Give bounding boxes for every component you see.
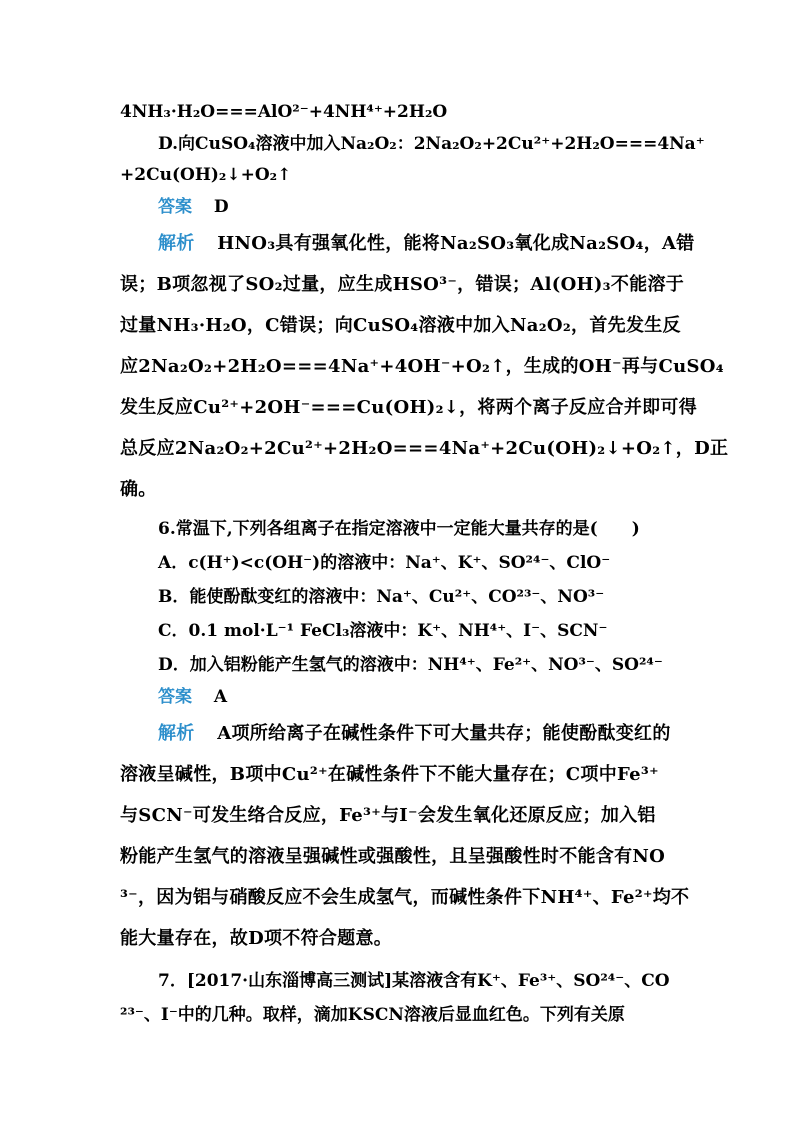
analysis-text: HNO₃具有强氧化性，能将Na₂SO₃氧化成Na₂SO₄，A错 <box>217 233 695 254</box>
analysis-line <box>0 723 794 745</box>
text-line: 误；B项忽视了SO₂过量，应生成HSO³⁻，错误；Al(OH)₃不能溶于 <box>120 274 685 295</box>
analysis-text: A项所给离子在碱性条件下可大量共存；能使酚酞变红的 <box>217 723 671 744</box>
text-line: 发生反应Cu²⁺+2OH⁻===Cu(OH)₂↓，将两个离子反应合并即可得 <box>120 397 698 418</box>
answer-line <box>0 196 794 218</box>
answer-value: A <box>213 687 228 707</box>
option-a: A．c(H⁺)<c(OH⁻)的溶液中：Na⁺、K⁺、SO²⁴⁻、ClO⁻ <box>158 553 611 573</box>
analysis-line <box>0 233 794 255</box>
text-line: D.向CuSO₄溶液中加入Na₂O₂：2Na₂O₂+2Cu²⁺+2H₂O===4Na⁺ <box>158 134 705 154</box>
text-line: 粉能产生氢气的溶液呈强碱性或强酸性，且呈强酸性时不能含有NO <box>120 846 666 867</box>
text-line: 与SCN⁻可发生络合反应，Fe³⁺与I⁻会发生氧化还原反应；加入铝 <box>120 805 656 826</box>
answer-value: D <box>213 197 229 217</box>
answer-label: 答案 <box>158 197 192 217</box>
text-line: 过量NH₃·H₂O，C错误；向CuSO₄溶液中加入Na₂O₂，首先发生反 <box>120 315 681 336</box>
option-b: B．能使酚酞变红的溶液中：Na⁺、Cu²⁺、CO²³⁻、NO³⁻ <box>158 587 605 607</box>
text-line: ³⁻，因为铝与硝酸反应不会生成氢气，而碱性条件下NH⁴⁺、Fe²⁺均不 <box>120 887 690 908</box>
text-line: 溶液呈碱性，B项中Cu²⁺在碱性条件下不能大量存在；C项中Fe³⁺ <box>120 764 659 785</box>
analysis-label: 解析 <box>158 723 195 744</box>
answer-line <box>0 686 794 708</box>
text-line: ²³⁻、I⁻中的几种。取样，滴加KSCN溶液后显血红色。下列有关原 <box>120 1005 625 1025</box>
text-line: +2Cu(OH)₂↓+O₂↑ <box>120 165 292 185</box>
text-line: 4NH₃·H₂O===AlO²⁻+4NH⁴⁺+2H₂O <box>120 102 448 122</box>
question-stem: 7．[2017·山东淄博高三测试]某溶液含有K⁺、Fe³⁺、SO²⁴⁻、CO <box>158 971 670 991</box>
text-line: 确。 <box>120 479 157 500</box>
text-line: 应2Na₂O₂+2H₂O===4Na⁺+4OH⁻+O₂↑，生成的OH⁻再与CuSO₄ <box>120 356 724 377</box>
question-stem: 6.常温下,下列各组离子在指定溶液中一定能大量共存的是( ) <box>158 519 640 539</box>
text-line: 能大量存在，故D项不符合题意。 <box>120 928 393 949</box>
analysis-label: 解析 <box>158 233 195 254</box>
option-c: C．0.1 mol·L⁻¹ FeCl₃溶液中：K⁺、NH⁴⁺、I⁻、SCN⁻ <box>158 621 608 641</box>
text-line: 总反应2Na₂O₂+2Cu²⁺+2H₂O===4Na⁺+2Cu(OH)₂↓+O₂↑，D正 <box>120 438 729 459</box>
option-d: D．加入铝粉能产生氢气的溶液中：NH⁴⁺、Fe²⁺、NO³⁻、SO²⁴⁻ <box>158 655 663 675</box>
answer-label: 答案 <box>158 687 192 707</box>
